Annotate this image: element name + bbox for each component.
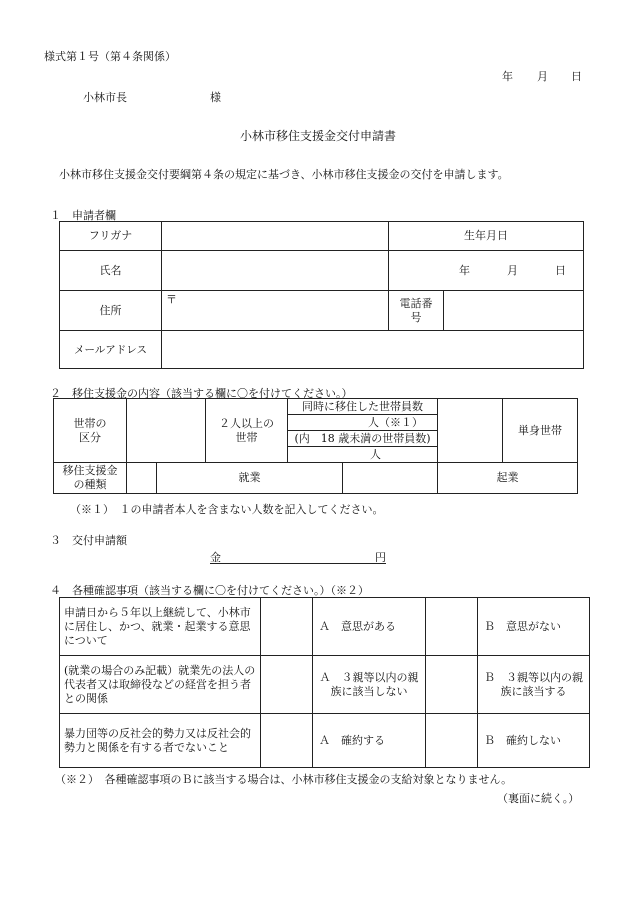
section4-heading: ４ 各種確認事項（該当する欄に〇を付けてください。）（※２） <box>50 584 369 597</box>
birth-month-label: 月 <box>507 263 518 277</box>
confirmation-row <box>60 714 590 768</box>
employment-label: 就業 <box>157 463 343 494</box>
date-day-label: 日 <box>571 70 582 83</box>
name-field[interactable] <box>162 251 389 291</box>
section2-heading: ２ 移住支援金の内容（該当する欄に〇を付けてください。） <box>50 387 353 400</box>
yen-label: 円 <box>375 551 386 564</box>
grant-content-table <box>53 398 578 494</box>
address-field[interactable] <box>162 291 389 331</box>
option-a-label: Ａ 確約する <box>313 714 426 768</box>
section3-heading: ３ 交付申請額 <box>50 534 127 547</box>
grant-type-label: 移住支援金の種類 <box>54 463 127 494</box>
amount-field[interactable] <box>210 549 386 564</box>
startup-mark[interactable] <box>343 463 438 494</box>
document-title: 小林市移住支援金交付申請書 <box>240 129 397 143</box>
confirmation-question: 暴力団等の反社会的勢力又は反社会的勢力と関係を有する者でないこと <box>60 714 261 768</box>
two-or-more-mark[interactable] <box>438 399 503 463</box>
option-a-mark[interactable] <box>261 598 313 656</box>
addressee: 小林市長 <box>83 91 127 104</box>
intro-text: 小林市移住支援金交付要綱第４条の規定に基づき、小林市移住支援金の交付を申請します。 <box>59 168 509 181</box>
note2: （※２） 各種確認事項のＢに該当する場合は、小林市移住支援金の支給対象となりません。 <box>55 773 513 786</box>
confirmation-question: 申請日から５年以上継続して、小林市に居住し、かつ、就業・起業する意思について <box>60 598 261 656</box>
option-a-mark[interactable] <box>261 714 313 768</box>
option-a-mark[interactable] <box>261 656 313 714</box>
date-year-label: 年 <box>502 70 513 83</box>
moved-together-count[interactable]: 人（※１） <box>288 415 438 431</box>
two-or-more-label: ２人以上の世帯 <box>206 399 288 463</box>
birth-day-label: 日 <box>555 263 566 277</box>
confirmation-question: (就業の場合のみ記載）就業先の法人の代表者又は取締役などの経営を担う者との関係 <box>60 656 261 714</box>
postal-mark: 〒 <box>166 293 177 306</box>
furigana-field[interactable] <box>162 222 389 251</box>
under18-count[interactable]: 人 <box>288 447 438 463</box>
kin-label: 金 <box>210 551 221 564</box>
honorific: 様 <box>210 91 221 104</box>
employment-mark[interactable] <box>127 463 157 494</box>
option-b-label: Ｂ ３親等以内の親族に該当する <box>478 656 590 714</box>
email-field[interactable] <box>162 331 584 369</box>
birthdate-label: 生年月日 <box>389 222 584 251</box>
birthdate-field[interactable] <box>389 251 584 291</box>
confirmation-row <box>60 598 590 656</box>
birth-year-label: 年 <box>459 263 470 277</box>
moved-together-label: 同時に移住した世帯員数 <box>288 399 438 415</box>
applicant-table <box>59 221 584 369</box>
date-month-label: 月 <box>537 70 548 83</box>
option-b-mark[interactable] <box>426 656 478 714</box>
startup-label: 起業 <box>438 463 578 494</box>
confirmation-row <box>60 656 590 714</box>
single-household-label[interactable]: 単身世帯 <box>503 399 578 463</box>
option-b-mark[interactable] <box>426 714 478 768</box>
form-number: 様式第１号（第４条関係） <box>44 50 176 63</box>
phone-field[interactable] <box>444 291 584 331</box>
option-b-label: Ｂ 確約しない <box>478 714 590 768</box>
option-b-mark[interactable] <box>426 598 478 656</box>
continued-note: （裏面に続く。） <box>497 792 580 805</box>
section1-heading: １ 申請者欄 <box>50 209 116 222</box>
option-a-label: Ａ ３親等以内の親族に該当しない <box>313 656 426 714</box>
confirmation-table <box>59 597 590 768</box>
email-label: メールアドレス <box>60 331 162 369</box>
phone-label: 電話番号 <box>389 291 444 331</box>
furigana-label: フリガナ <box>60 222 162 251</box>
household-class-label: 世帯の区分 <box>54 399 127 463</box>
option-b-label: Ｂ 意思がない <box>478 598 590 656</box>
address-label: 住所 <box>60 291 162 331</box>
under18-label: (内 18 歳未満の世帯員数) <box>288 431 438 447</box>
household-class-mark[interactable] <box>127 399 206 463</box>
option-a-label: Ａ 意思がある <box>313 598 426 656</box>
name-label: 氏名 <box>60 251 162 291</box>
note1: （※１） １の申請者本人を含まない人数を記入してください。 <box>70 503 384 516</box>
